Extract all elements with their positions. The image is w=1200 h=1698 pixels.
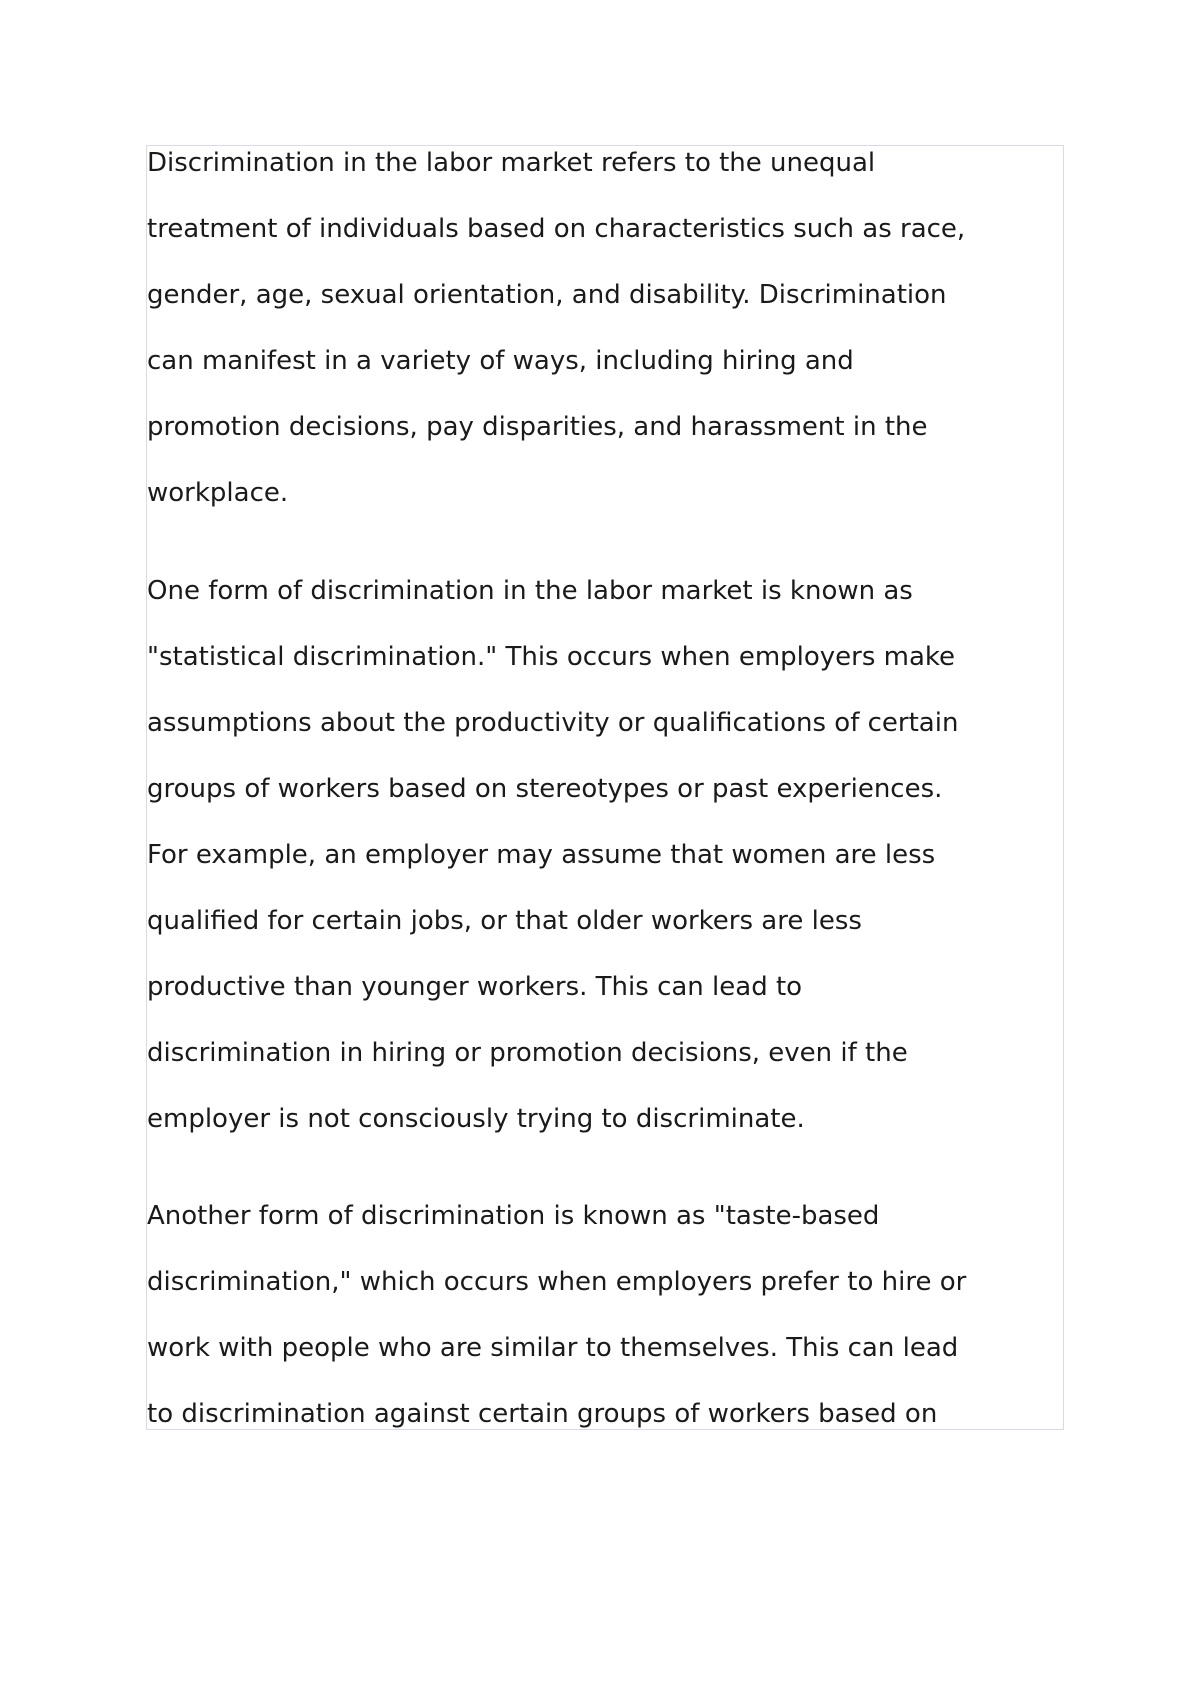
paragraph-2-line-9: employer is not consciously trying to discriminate. bbox=[147, 1104, 805, 1134]
paragraph-3-line-3: work with people who are similar to themselves. This can lead bbox=[147, 1333, 959, 1363]
text-frame bbox=[146, 145, 1064, 1430]
paragraph-2-line-7: productive than younger workers. This can lead to bbox=[147, 972, 803, 1002]
paragraph-1-line-1: Discrimination in the labor market refers to the unequal bbox=[147, 148, 876, 178]
paragraph-2-line-5: For example, an employer may assume that women are less bbox=[147, 840, 936, 870]
paragraph-3-line-1: Another form of discrimination is known as "taste-based bbox=[147, 1201, 880, 1231]
paragraph-1-line-5: promotion decisions, pay disparities, and harassment in the bbox=[147, 412, 928, 442]
paragraph-2-line-8: discrimination in hiring or promotion decisions, even if the bbox=[147, 1038, 908, 1068]
paragraph-1-line-3: gender, age, sexual orientation, and disability. Discrimination bbox=[147, 280, 947, 310]
paragraph-3-line-4: to discrimination against certain groups of workers based on bbox=[147, 1399, 938, 1429]
paragraph-2-line-1: One form of discrimination in the labor market is known as bbox=[147, 576, 913, 606]
paragraph-1-line-2: treatment of individuals based on characteristics such as race, bbox=[147, 214, 966, 244]
paragraph-1-line-6: workplace. bbox=[147, 478, 289, 508]
paragraph-3-line-2: discrimination," which occurs when employers prefer to hire or bbox=[147, 1267, 967, 1297]
paragraph-1-line-4: can manifest in a variety of ways, including hiring and bbox=[147, 346, 854, 376]
paragraph-2-line-2: "statistical discrimination." This occurs when employers make bbox=[147, 642, 956, 672]
paragraph-2-line-3: assumptions about the productivity or qualifications of certain bbox=[147, 708, 959, 738]
paragraph-2-line-6: qualified for certain jobs, or that older workers are less bbox=[147, 906, 862, 936]
paragraph-2-line-4: groups of workers based on stereotypes or past experiences. bbox=[147, 774, 943, 804]
